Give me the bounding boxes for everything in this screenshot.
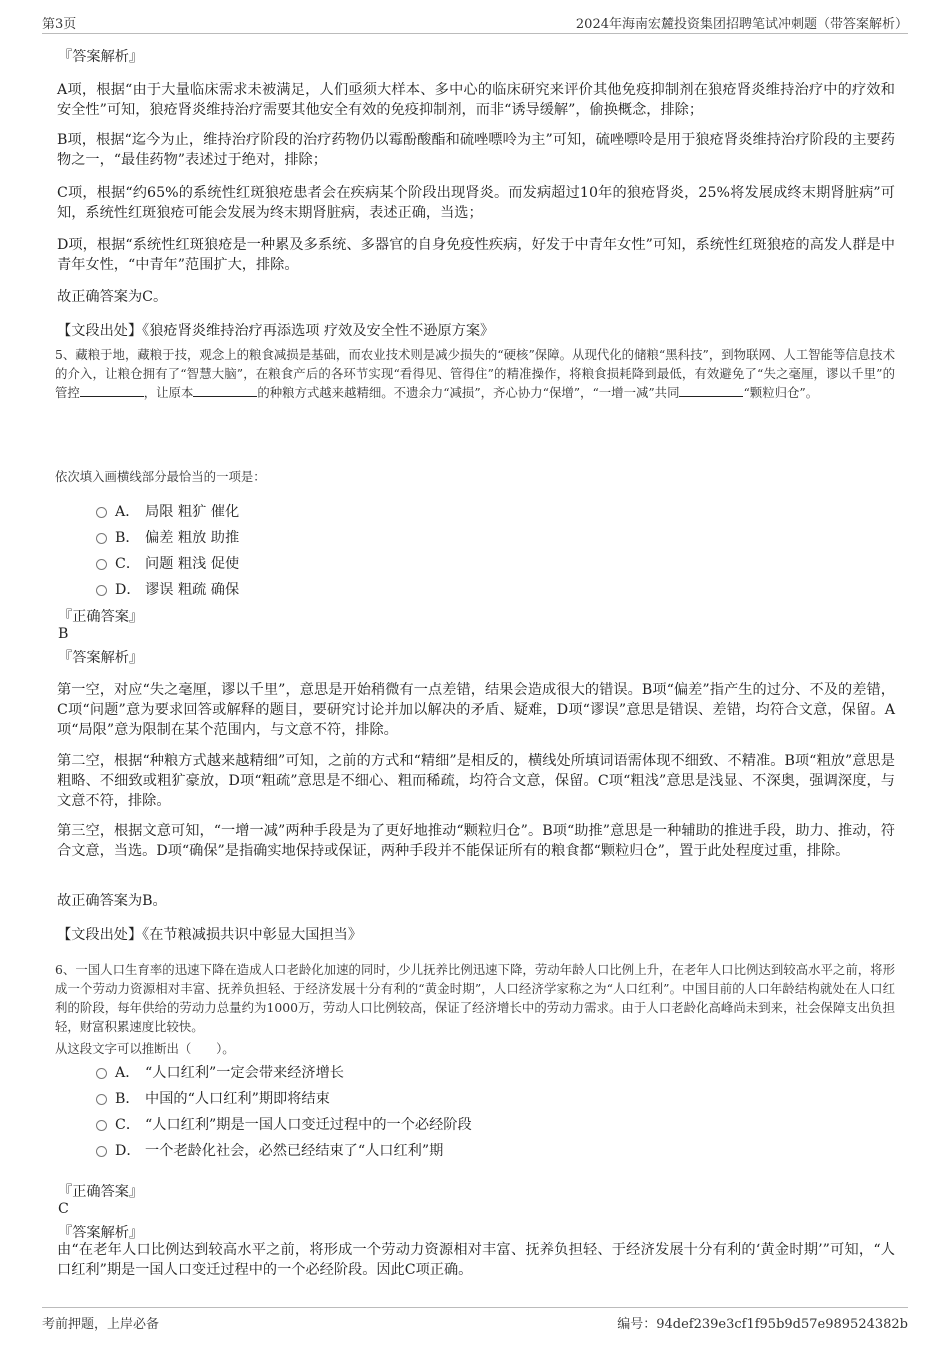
q5-answer-label: 『正确答案』 bbox=[58, 609, 144, 625]
q5-prompt: 依次填入画横线部分最恰当的一项是： bbox=[55, 469, 266, 484]
q4-analysis-c: C项，根据“约65%的系统性红斑狼疮患者会在疾病某个阶段出现肾炎。而发病超过10年的狼疮肾炎，25%将发展成终末期肾脏病”可知，系统性红斑狼疮可能会发展为终末期肾脏病，表述正确，当选； bbox=[57, 185, 895, 221]
q6-prompt: 从这段文字可以推断出（ ）。 bbox=[55, 1041, 235, 1056]
q5-analysis-1: 第一空，对应“失之毫厘，谬以千里”，意思是开始稍微有一点差错，结果会造成很大的错误。B项“偏差”指产生的过分、不及的差错，C项“问题”意为要求回答或解释的题目，要研究讨论并加以解决的矛盾、疑难，D项“谬误”意思是错误、差错，均符合文意，保留。A项“局限”意为限制在某个范围内，与文意不符，排除。 bbox=[57, 682, 895, 738]
q6-option-a[interactable]: A． “人口红利”一定会带来经济增长 bbox=[96, 1062, 344, 1082]
q5-option-c[interactable]: C． 问题 粗浅 促使 bbox=[96, 553, 239, 573]
q5-analysis-3: 第三空，根据文意可知，“一增一减”两种手段是为了更好地推动“颗粒归仓”。B项“助推”意思是一种辅助的推进手段，助力、推动，符合文意，当选。D项“确保”是指确实地保持或保证，两种手段并不能保证所有的粮食都“颗粒归仓”，置于此处程度过重，排除。 bbox=[57, 823, 895, 859]
radio-icon[interactable] bbox=[96, 1146, 107, 1157]
q6-stem: 6、一国人口生育率的迅速下降在造成人口老龄化加速的同时，少儿抚养比例迅速下降，劳动年龄人口比例上升，在老年人口比例达到较高水平之前，将形成一个劳动力资源相对丰富、抚养负担轻、于经济发展十分有利的“黄金时期”，人口经济学家称之为“人口红利”。中国目前的人口年龄结构就处在人口红利的阶段，每年供给的劳动力总量约为1000万，劳动人口比例较高，保证了经济增长中的劳动力需求。由于人口老龄化高峰尚未到来，社会保障支出负担轻，财富积累速度比较快。 bbox=[55, 962, 895, 1034]
footer-slogan: 考前押题，上岸必备 bbox=[42, 1317, 160, 1332]
q6-answer: C bbox=[58, 1201, 69, 1217]
radio-icon[interactable] bbox=[96, 1120, 107, 1131]
q4-conclusion: 故正确答案为C。 bbox=[57, 289, 168, 305]
radio-icon[interactable] bbox=[96, 533, 107, 544]
radio-icon[interactable] bbox=[96, 585, 107, 596]
blank-1 bbox=[80, 385, 144, 397]
cut-off-text-line bbox=[55, 1294, 895, 1302]
q5-source: 【文段出处】《在节粮减损共识中彰显大国担当》 bbox=[57, 927, 363, 943]
q6-answer-label: 『正确答案』 bbox=[58, 1184, 144, 1200]
page-footer bbox=[42, 1307, 908, 1330]
blank-3 bbox=[679, 385, 743, 397]
q6-analysis-label: 『答案解析』 bbox=[58, 1225, 144, 1241]
q4-analysis-d: D项，根据“系统性红斑狼疮是一种累及多系统、多器官的自身免疫性疾病，好发于中青年女性”可知，系统性红斑狼疮的高发人群是中青年女性，“中青年”范围扩大，排除。 bbox=[57, 237, 895, 273]
q5-option-a[interactable]: A． 局限 粗犷 催化 bbox=[96, 501, 239, 521]
q4-analysis-label: 『答案解析』 bbox=[58, 49, 144, 65]
radio-icon[interactable] bbox=[96, 559, 107, 570]
page-number: 第3页 bbox=[42, 17, 77, 32]
radio-icon[interactable] bbox=[96, 1094, 107, 1105]
q6-option-c[interactable]: C． “人口红利”期是一国人口变迁过程中的一个必经阶段 bbox=[96, 1114, 472, 1134]
q5-stem: 5、藏粮于地，藏粮于技，观念上的粮食减损是基础，而农业技术则是减少损失的“硬核”保障。从现代化的储粮“黑科技”，到物联网、人工智能等信息技术的介入，让粮仓拥有了“智慧大脑”，在粮食产后的各环节实现“看得见、管得住”的精准操作，将粮食损耗降到最低，有效避免了“失之毫厘，谬以千里”的管控 ，让原本 的种粮方式越来越精细。不遗余力“减损”，齐心协力“保增”，“一增一减”共同 “颗粒归仓”。 bbox=[55, 347, 895, 400]
q4-analysis-b: B项，根据“迄今为止，维持治疗阶段的治疗药物仍以霉酚酸酯和硫唑嘌呤为主”可知，硫唑嘌呤是用于狼疮肾炎维持治疗阶段的主要药物之一，“最佳药物”表述过于绝对，排除； bbox=[57, 132, 895, 168]
q6-option-d[interactable]: D． 一个老龄化社会，必然已经结束了“人口红利”期 bbox=[96, 1140, 443, 1160]
blank-2 bbox=[193, 385, 257, 397]
q6-analysis: 由“在老年人口比例达到较高水平之前，将形成一个劳动力资源相对丰富、抚养负担轻、于经济发展十分有利的‘黄金时期’”可知，“人口红利”期是一国人口变迁过程中的一个必经阶段。因此C项正确。 bbox=[57, 1242, 895, 1278]
q6-option-b[interactable]: B． 中国的“人口红利”期即将结束 bbox=[96, 1088, 330, 1108]
radio-icon[interactable] bbox=[96, 507, 107, 518]
q5-answer: B bbox=[58, 626, 69, 642]
q5-analysis-label: 『答案解析』 bbox=[58, 650, 144, 666]
q5-option-b[interactable]: B． 偏差 粗放 助推 bbox=[96, 527, 239, 547]
document-title: 2024年海南宏麓投资集团招聘笔试冲刺题（带答案解析） bbox=[575, 17, 908, 32]
q4-analysis-a: A项，根据“由于大量临床需求未被满足，人们亟须大样本、多中心的临床研究来评价其他免疫抑制剂在狼疮肾炎维持治疗中的疗效和安全性”可知，狼疮肾炎维持治疗需要其他安全有效的免疫抑制剂，而非“诱导缓解”，偷换概念，排除； bbox=[57, 82, 895, 118]
q5-conclusion: 故正确答案为B。 bbox=[57, 893, 167, 909]
radio-icon[interactable] bbox=[96, 1068, 107, 1079]
document-code: 编号：94def239e3cf1f95b9d57e989524382b bbox=[617, 1317, 908, 1332]
q4-source: 【文段出处】《狼疮肾炎维持治疗再添选项 疗效及安全性不逊原方案》 bbox=[57, 323, 495, 339]
q5-option-d[interactable]: D． 谬误 粗疏 确保 bbox=[96, 579, 239, 599]
q5-analysis-2: 第二空，根据“种粮方式越来越精细”可知，之前的方式和“精细”是相反的，横线处所填词语需体现不细致、不精准。B项“粗放”意思是粗略、不细致或粗犷豪放，D项“粗疏”意思是不细心、粗而稀疏，均符合文意，保留。C项“粗浅”意思是浅显、不深奥，强调深度，与文意不符，排除。 bbox=[57, 753, 895, 809]
page-header bbox=[42, 11, 908, 34]
